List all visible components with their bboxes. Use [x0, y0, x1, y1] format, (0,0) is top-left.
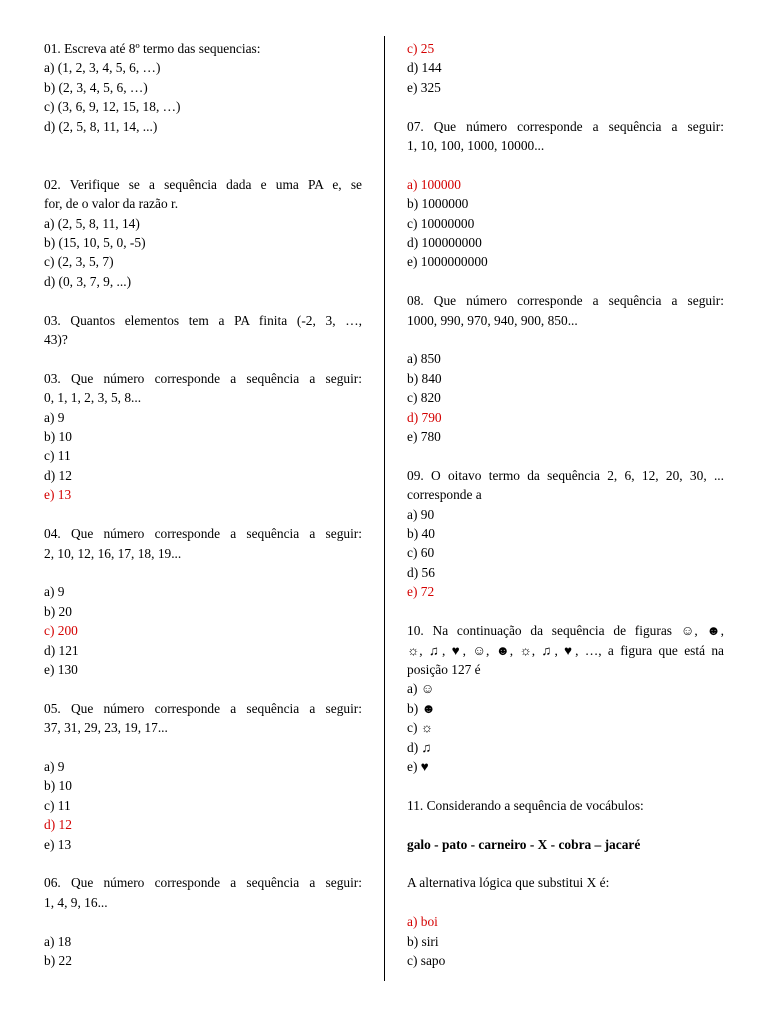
text-line: b) 1000000: [407, 196, 469, 212]
text-line: 43)?: [44, 332, 68, 348]
answer-line-highlighted: a) boi: [407, 914, 438, 930]
text-line: e) 1000000000: [407, 254, 488, 270]
blank-line: [407, 776, 724, 795]
answer-line-highlighted: e) 13: [44, 487, 72, 503]
text-line: 03. Que número corresponde a sequência a seguir:: [44, 370, 362, 386]
blank-line: [44, 136, 362, 175]
answer-line-highlighted: c) 25: [407, 41, 435, 56]
blank-line: [407, 854, 724, 873]
text-line: a) 850: [407, 351, 441, 367]
text-line: b) 10: [44, 778, 72, 794]
text-line: a) ☺: [407, 681, 435, 697]
text-line: a) (2, 5, 8, 11, 14): [44, 215, 140, 231]
text-line: a) 9: [44, 584, 65, 600]
blank-line: [407, 893, 724, 912]
text-line: for, de o valor da razão r.: [44, 196, 179, 212]
blank-line: [44, 349, 362, 368]
column-divider: [384, 36, 385, 981]
blank-line: [407, 272, 724, 291]
blank-line: [44, 563, 362, 582]
text-line: d) 100000000: [407, 235, 482, 251]
text-line: a) 18: [44, 933, 72, 949]
text-line: 03. Quantos elementos tem a PA finita (-2, 3, …,: [44, 312, 362, 328]
text-line: b) 10: [44, 429, 72, 445]
text-line: 08. Que número corresponde a sequência a seguir:: [407, 293, 724, 309]
text-line: 01. Escreva até 8º termo das sequencias:: [44, 41, 261, 56]
text-line: 37, 31, 29, 23, 19, 17...: [44, 720, 168, 736]
text-line: c) 10000000: [407, 215, 475, 231]
text-line: d) 144: [407, 60, 442, 76]
text-line: c) (3, 6, 9, 12, 15, 18, …): [44, 99, 181, 115]
text-line: corresponde a: [407, 487, 482, 503]
blank-line: [44, 291, 362, 310]
text-line: b) ☻: [407, 700, 436, 716]
text-line: e) 130: [44, 661, 78, 677]
blank-line: [44, 679, 362, 698]
text-line: 07. Que número corresponde a sequência a seguir:: [407, 118, 724, 134]
text-line: d) 121: [44, 642, 79, 658]
text-line: d) 12: [44, 467, 72, 483]
blank-line: [407, 446, 724, 465]
text-line: c) 60: [407, 545, 435, 561]
text-line: 09. O oitavo termo da sequência 2, 6, 12, 20, 30, ...: [407, 467, 724, 483]
text-line: b) (15, 10, 5, 0, -5): [44, 235, 146, 251]
answer-line-highlighted: e) 72: [407, 584, 435, 600]
text-line: galo - pato - carneiro - X - cobra – jacaré: [407, 836, 641, 852]
text-line: 02. Verifique se a sequência dada e uma PA e, se: [44, 176, 362, 192]
blank-line: [407, 815, 724, 834]
blank-line: [407, 602, 724, 621]
text-line: b) (2, 3, 4, 5, 6, …): [44, 79, 148, 95]
blank-line: [407, 155, 724, 174]
text-line: ☼, ♫, ♥, ☺, ☻, ☼, ♫, ♥, …, a figura que está na: [407, 642, 724, 658]
text-line: 0, 1, 1, 2, 3, 5, 8...: [44, 390, 142, 406]
blank-line: [407, 330, 724, 349]
text-line: b) 20: [44, 603, 72, 619]
text-line: 06. Que número corresponde a sequência a seguir:: [44, 875, 362, 891]
text-line: b) siri: [407, 933, 439, 949]
blank-line: [44, 738, 362, 757]
text-line: c) (2, 3, 5, 7): [44, 254, 114, 270]
text-line: d) ♫: [407, 739, 432, 755]
text-line: d) 56: [407, 564, 435, 580]
text-line: posição 127 é: [407, 661, 481, 677]
answer-line-highlighted: a) 100000: [407, 176, 461, 192]
text-line: e) ♥: [407, 758, 429, 774]
blank-line: [44, 912, 362, 931]
blank-line: [407, 97, 724, 116]
text-line: 1, 10, 100, 1000, 10000...: [407, 138, 545, 154]
text-line: 04. Que número corresponde a sequência a seguir:: [44, 526, 362, 542]
text-line: 2, 10, 12, 16, 17, 18, 19...: [44, 545, 182, 561]
text-line: 05. Que número corresponde a sequência a seguir:: [44, 700, 362, 716]
text-line: d) (0, 3, 7, 9, ...): [44, 273, 132, 289]
text-line: e) 780: [407, 429, 441, 445]
blank-line: [44, 854, 362, 873]
text-line: a) (1, 2, 3, 4, 5, 6, …): [44, 60, 161, 76]
right-column: [407, 39, 724, 970]
text-line: b) 22: [44, 952, 72, 968]
text-line: a) 90: [407, 506, 435, 522]
text-line: c) 820: [407, 390, 441, 406]
blank-line: [44, 505, 362, 524]
text-line: e) 13: [44, 836, 72, 852]
text-line: 11. Considerando a sequência de vocábulos:: [407, 797, 644, 813]
text-line: c) ☼: [407, 720, 434, 736]
text-line: b) 40: [407, 526, 435, 542]
text-line: c) sapo: [407, 952, 446, 968]
left-column: [44, 39, 362, 970]
text-line: 1000, 990, 970, 940, 900, 850...: [407, 312, 578, 328]
text-line: A alternativa lógica que substitui X é:: [407, 875, 610, 891]
text-line: e) 325: [407, 79, 441, 95]
answer-line-highlighted: c) 200: [44, 623, 78, 639]
text-line: a) 9: [44, 409, 65, 425]
text-line: a) 9: [44, 758, 65, 774]
text-line: d) (2, 5, 8, 11, 14, ...): [44, 118, 158, 134]
answer-line-highlighted: d) 790: [407, 409, 442, 425]
answer-line-highlighted: d) 12: [44, 817, 72, 833]
text-line: c) 11: [44, 448, 71, 464]
text-line: c) 11: [44, 797, 71, 813]
text-line: b) 840: [407, 370, 442, 386]
text-line: 1, 4, 9, 16...: [44, 894, 108, 910]
text-line: 10. Na continuação da sequência de figuras ☺, ☻,: [407, 623, 724, 639]
